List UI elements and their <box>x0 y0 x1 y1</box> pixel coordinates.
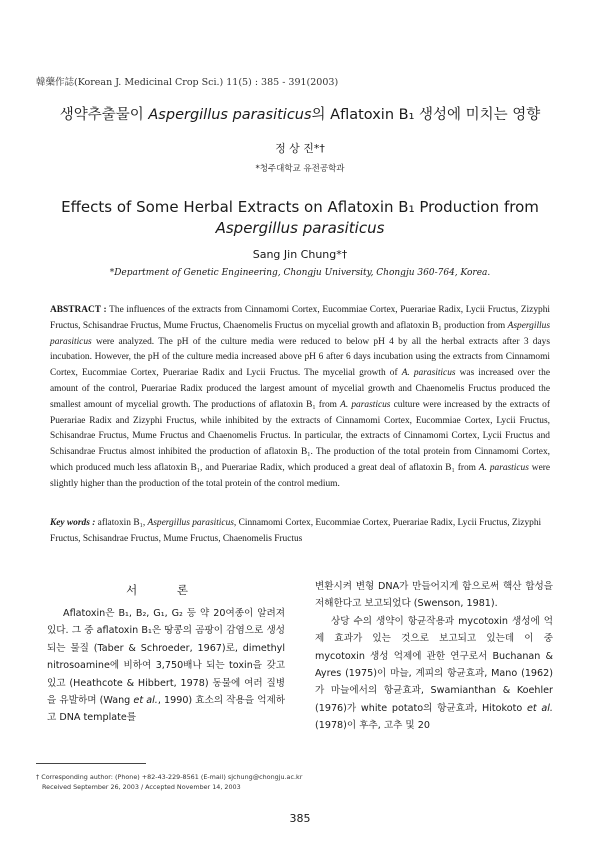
korean-title-species: Aspergillus parasiticus <box>148 107 312 123</box>
body-paragraph <box>47 605 285 727</box>
keywords-label: Key words : <box>50 518 96 528</box>
abstract-species-2: A. parasiticus <box>401 368 456 379</box>
abstract-text-4: culture were increased by the extracts of Puerariae Radix and Zizyphi Fructus, while inhibited by the extracts of Cinnamomi Cortex, Eucommiae Cortex, Lycii Fructus, Schisandrae Fructus, Mume Fructus and Chaenomelis Fructus. In particular, the extracts of Cinnamomi Cortex, Lycii Fructus and Schisandrae Fructus almost inhibited the production of aflatoxin B₁. The production of the total protein from Cinnamomi Cortex, which produced much less aflatoxin B₁, and Puerariae Radix, which produced a great deal of aflatoxin B₁ from <box>50 399 550 473</box>
body-text: , 1990) 효소의 작용을 억제하고 DNA template를 <box>47 695 285 724</box>
footnote-received: Received September 26, 2003 / Accepted November 14, 2003 <box>42 783 241 791</box>
body-text: (1978)이 후추, 고추 및 20 <box>315 720 430 732</box>
korean-title-post: 의 Aflatoxin B₁ 생성에 미치는 영향 <box>311 107 541 123</box>
english-title-species: Aspergillus parasiticus <box>215 219 385 237</box>
body-text: 상당 수의 생약이 항균작용과 mycotoxin 생성에 억제 효과가 있는 것으로 보고되고 있는데 이 중 mycotoxin 생성 억제에 관한 연구로서 Buchanan & Ayres (1975)이 마늘, 계피의 항균효과, Mano (1962)가 마늘에서의 항균효과, Swamianthan & Koehler (1976)가 white potato의 항균효과, Hitokoto <box>315 615 553 714</box>
english-author: Sang Jin Chung*† <box>252 248 348 261</box>
body-italic: et al. <box>133 695 158 707</box>
body-paragraph: 변환시켜 변형 DNA가 만들어지게 함으로써 핵산 합성을 저해한다고 보고되었다 (Swenson, 1981). <box>315 581 553 610</box>
english-affiliation: *Department of Genetic Engineering, Chongju University, Chongju 360-764, Korea. <box>109 268 491 278</box>
abstract <box>50 303 550 493</box>
korean-title <box>0 103 600 124</box>
abstract-label: ABSTRACT : <box>50 305 107 315</box>
abstract-text-1: The influences of the extracts from Cinnamomi Cortex, Eucommiae Cortex, Puerariae Radix, Lycii Fructus, Zizyphi Fructus, Schisandrae Fructus, Mume Fructus, Chaenomelis Fructus on mycelial growth and aflatoxin B₁ production from <box>50 305 550 331</box>
keywords-species: Aspergillus parasiticus <box>147 518 234 528</box>
body-column-right <box>315 578 553 735</box>
abstract-species-4: A. parasticus <box>478 462 529 473</box>
body-paragraph <box>315 613 553 735</box>
keywords <box>50 516 550 548</box>
english-title-line1: Effects of Some Herbal Extracts on Aflatoxin B₁ Production from <box>61 198 539 216</box>
korean-title-pre: 생약추출물이 <box>59 107 149 123</box>
abstract-text-2: were analyzed. The pH of the culture media were reduced to below pH 4 by all the herbal extracts after 3 days incubation. However, the pH of the culture media increased above pH 6 after 6 days incubation using the extracts from Cinnamomi Cortex, Eucommiae Cortex, Puerariae Radix and Lycii Fructus. The mycelial growth of <box>50 336 550 379</box>
abstract-species-3: A. parasticus <box>340 399 391 410</box>
english-title-line2 <box>40 218 560 239</box>
body-column-left <box>47 605 285 727</box>
section-heading-introduction: 서 론 <box>126 583 206 597</box>
keywords-post: , Cinnamomi Cortex, Eucommiae Cortex, Puerariae Radix, Lycii Fructus, Zizyphi Fructus, Schisandrae Fructus, Mume Fructus, Chaenomelis Fructus <box>50 518 542 544</box>
body-italic: et al. <box>526 702 553 714</box>
abstract-text-3: was increased over the amount of the control, Puerariae Radix produced the largest amount of mycelial growth and Chaenomelis Fructus produced the smallest amount of mycelial growth. The productions of aflatoxin B₁ from <box>50 368 550 410</box>
page-number: 385 <box>289 812 311 825</box>
footnote-corresponding: † Corresponding author: (Phone) +82-43-229-8561 (E-mail) sjchung@chongju.ac.kr <box>36 773 303 781</box>
abstract-species-1: Aspergillus parasiticus <box>50 320 550 347</box>
korean-author: 정 상 진*† <box>275 142 325 155</box>
korean-affiliation: *청주대학교 유전공학과 <box>255 164 345 174</box>
keywords-pre: aflatoxin B₁, <box>95 518 148 528</box>
abstract-text-5: were slightly higher than the production of the total protein of the control medium. <box>50 462 551 489</box>
footnote-divider <box>36 763 146 764</box>
journal-citation: 韓藥作誌(Korean J. Medicinal Crop Sci.) 11(5) : 385 - 391(2003) <box>36 77 339 88</box>
english-title <box>40 197 560 239</box>
footnote <box>36 772 556 792</box>
body-text: Aflatoxin은 B₁, B₂, G₁, G₂ 등 약 20여종이 알려져있다. 그 중 aflatoxin B₁은 땅콩의 곰팡이 감염으로 생성되는 물질 (Taber & Schroeder, 1967)로, dimethyl nitrosoamine에 비하여 3,750배나 되는 toxin을 갖고 있고 (Heathcote & Hibbert, 1978) 동물에 여러 질병을 유발하며 (Wang <box>47 608 285 707</box>
